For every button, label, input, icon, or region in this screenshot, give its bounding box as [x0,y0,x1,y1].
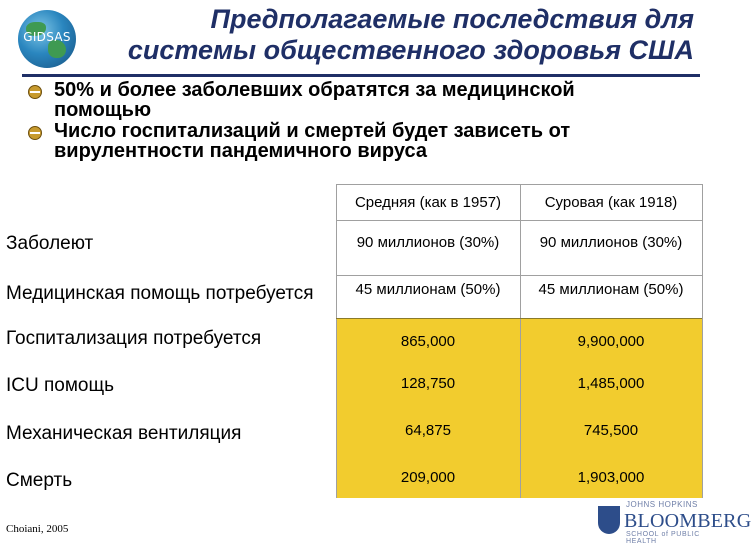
table-cell: 1,903,000 [577,468,645,486]
table-cell: 9,900,000 [577,332,645,350]
logo-top-text: JOHNS HOPKINS [626,500,698,509]
table-divider [336,318,702,319]
gidsas-globe-logo [18,10,76,68]
table-cell: 865,000 [400,332,456,350]
row-label: Заболеют [6,233,94,254]
bullet-text-line: помощью [54,99,152,121]
row-label: ICU помощь [6,375,115,396]
column-header-severe: Суровая (как 1918) [544,193,678,211]
shield-icon [598,506,620,534]
title-divider [22,74,700,77]
bullet-item [26,80,706,120]
row-label: Медицинская помощь потребуется [6,283,314,304]
bullet-text-line: вирулентности пандемичного вируса [54,140,427,162]
row-label: Госпитализация потребуется [6,328,262,349]
table-cell: 90 миллионов (30%) [356,233,500,251]
bullet-text-line: 50% и более заболевших обратятся за медицинской [54,79,575,101]
table-cell: 745,500 [583,421,639,439]
table-cell: 45 миллионам (50%) [355,280,501,298]
table-cell: 45 миллионам (50%) [538,280,684,298]
table-cell: 128,750 [400,374,456,392]
source-credit: Choiani, 2005 [6,523,69,535]
table-cell: 90 миллионов (30%) [539,233,683,251]
table-cell: 64,875 [405,421,451,439]
logo-sub-text: SCHOOL of PUBLIC HEALTH [626,531,700,545]
title-line-2: системы общественного здоровья США [127,35,694,65]
bullet-list [26,80,706,162]
logo-main-text: BLOOMBERG [624,510,751,532]
bullet-icon [28,126,42,140]
table-cell: 1,485,000 [577,374,645,392]
bullet-text-line: Число госпитализаций и смертей будет зависеть от [54,120,571,142]
slide-title [94,4,694,66]
table-cell: 209,000 [400,468,456,486]
title-line-1: Предполагаемые последствия для [210,4,694,34]
table-divider [702,184,703,498]
logo-text: GIDSAS [23,30,71,44]
row-label: Механическая вентиляция [6,423,242,444]
bloomberg-school-logo [598,500,751,545]
bullet-item [26,121,706,161]
table-divider [336,220,702,221]
row-label: Смерть [6,470,73,491]
column-header-moderate: Средняя (как в 1957) [354,193,502,211]
bullet-icon [28,85,42,99]
